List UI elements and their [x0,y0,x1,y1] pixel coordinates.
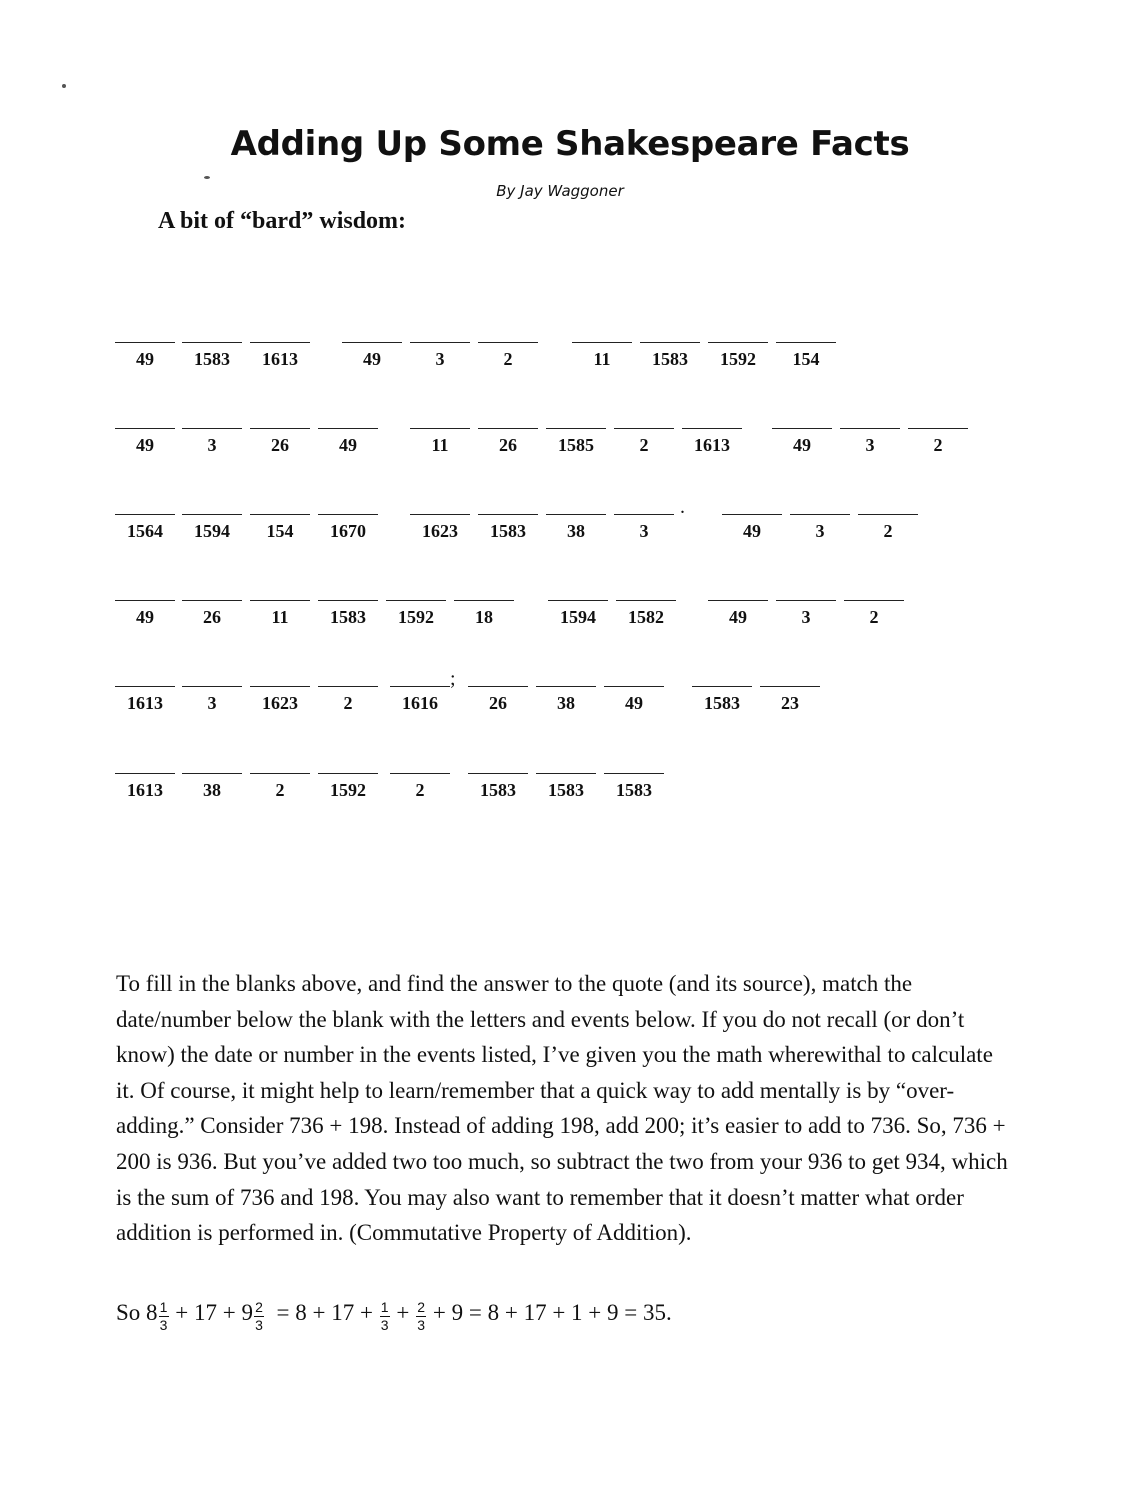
fraction [159,1300,169,1333]
fraction [380,1300,390,1333]
answer-blank[interactable] [840,428,900,429]
answer-blank[interactable] [722,514,782,515]
cipher-cell [536,686,596,714]
cipher-cell [250,428,310,456]
cipher-number: 3 [865,435,875,455]
answer-blank[interactable] [844,600,904,601]
cipher-cell [478,514,538,542]
answer-blank[interactable] [182,342,242,343]
cipher-number: 49 [136,349,154,369]
answer-blank[interactable] [182,600,242,601]
instructions-text: To fill in the blanks above, and find the answer to the quote (and its source), match the date/number below the blank with the letters and events below. If you do not recall (or don’t know) the date or number in the events listed, I’ve given you the math wherewithal to calculate it. Of course, it might help to learn/remember that a quick way to add mentally is by “over-adding.” Consider 736 + 198. Instead of adding 198, add 200; it’s easier to add to 736. So, 736 + 200 is 936. But you’ve added two too much, so subtract the two from your 936 to get 934, which is the sum of 736 and 198. You may also want to remember that it doesn’t matter what order addition is performed in. (Commutative Property of Addition). [116,971,1008,1246]
cipher-cell [318,773,378,801]
cipher-cell [572,342,632,370]
cipher-cell [614,428,674,456]
cipher-number: 38 [557,693,575,713]
cipher-number: 49 [743,521,761,541]
formula-part: So 8 [116,1299,158,1325]
answer-blank[interactable] [478,428,538,429]
answer-blank[interactable] [478,342,538,343]
cipher-cell [410,514,470,542]
answer-blank[interactable] [640,342,700,343]
page-title: Adding Up Some Shakespeare Facts [230,124,910,164]
answer-blank[interactable] [616,600,676,601]
answer-blank[interactable] [536,773,596,774]
cipher-number: 49 [363,349,381,369]
cipher-cell [478,428,538,456]
cipher-number: 1613 [127,780,163,800]
cipher-number: 49 [339,435,357,455]
fraction-numerator: 2 [417,1299,426,1315]
cipher-cell [182,514,242,542]
cipher-cell [708,342,768,370]
cipher-number: 1613 [262,349,298,369]
cipher-cell [548,600,608,628]
cipher-number: 1583 [490,521,526,541]
answer-blank[interactable] [390,686,450,687]
cipher-cell [776,600,836,628]
answer-blank[interactable] [572,342,632,343]
cipher-number: 1564 [127,521,163,541]
answer-blank[interactable] [342,342,402,343]
cipher-number: 1583 [480,780,516,800]
answer-blank[interactable] [536,686,596,687]
cipher-cell [454,600,514,628]
formula-part: = 8 + 17 + [265,1299,379,1325]
answer-blank[interactable] [115,686,175,687]
semicolon-mark: ; [450,668,456,690]
cipher-number: 11 [271,607,289,627]
cipher-cell [390,686,450,714]
cipher-number: 49 [136,435,154,455]
cipher-cell [115,514,175,542]
answer-blank[interactable] [318,514,378,515]
cipher-number: 3 [435,349,445,369]
cipher-number: 3 [207,693,217,713]
cipher-cell [536,773,596,801]
cipher-cell [182,686,242,714]
cipher-number: 2 [343,693,353,713]
cipher-cell [115,686,175,714]
fraction-denominator: 3 [255,1317,263,1333]
fraction-denominator: 3 [380,1317,389,1333]
formula-part: + 17 + 9 [169,1299,253,1325]
cipher-cell [250,773,310,801]
fraction [254,1300,264,1333]
cipher-cell [342,342,402,370]
answer-blank[interactable] [682,428,742,429]
cipher-number: 1583 [652,349,688,369]
answer-blank[interactable] [708,600,768,601]
period-mark: . [680,496,685,518]
cipher-number: 3 [207,435,217,455]
cipher-cell [790,514,850,542]
answer-blank[interactable] [250,514,310,515]
cipher-cell [468,773,528,801]
cipher-cell [386,600,446,628]
cipher-number: 49 [136,607,154,627]
cipher-number: 2 [503,349,513,369]
cipher-number: 1616 [402,693,438,713]
cipher-cell [722,514,782,542]
answer-blank[interactable] [250,773,310,774]
cipher-number: 2 [639,435,649,455]
cipher-number: 154 [792,349,820,369]
cipher-cell [115,428,175,456]
answer-blank[interactable] [604,773,664,774]
answer-blank[interactable] [410,514,470,515]
answer-blank[interactable] [182,686,242,687]
cipher-cell [182,428,242,456]
cipher-cell [250,600,310,628]
cipher-number: 1585 [558,435,594,455]
cipher-number: 1583 [548,780,584,800]
answer-blank[interactable] [250,342,310,343]
scan-speck [204,176,210,179]
answer-blank[interactable] [776,342,836,343]
scan-speck [62,84,66,88]
answer-blank[interactable] [390,773,450,774]
cipher-cell [708,600,768,628]
cipher-number: 1623 [422,521,458,541]
answer-blank[interactable] [858,514,918,515]
formula-part: + 9 = 8 + 17 + 1 + 9 = 35. [427,1299,672,1325]
cipher-number: 2 [415,780,425,800]
answer-blank[interactable] [115,342,175,343]
answer-blank[interactable] [548,600,608,601]
cipher-cell [318,428,378,456]
cipher-number: 154 [266,521,294,541]
cipher-number: 1613 [127,693,163,713]
answer-blank[interactable] [182,428,242,429]
answer-blank[interactable] [250,686,310,687]
cipher-cell [760,686,820,714]
cipher-cell [844,600,904,628]
cipher-cell [692,686,752,714]
cipher-cell [318,686,378,714]
fraction [416,1300,426,1333]
cipher-cell [772,428,832,456]
cipher-cell [182,600,242,628]
answer-blank[interactable] [692,686,752,687]
cipher-cell [614,514,674,542]
author-byline: By Jay Waggoner [496,182,624,200]
cipher-number: 38 [567,521,585,541]
cipher-number: 49 [793,435,811,455]
answer-blank[interactable] [454,600,514,601]
answer-blank[interactable] [604,686,664,687]
answer-blank[interactable] [318,600,378,601]
answer-blank[interactable] [115,514,175,515]
answer-blank[interactable] [115,428,175,429]
cipher-number: 23 [781,693,799,713]
cipher-number: 1594 [560,607,596,627]
answer-blank[interactable] [318,686,378,687]
cipher-cell [115,600,175,628]
cipher-number: 1582 [628,607,664,627]
cipher-cell [682,428,742,456]
answer-blank[interactable] [250,600,310,601]
answer-blank[interactable] [318,773,378,774]
cipher-number: 1670 [330,521,366,541]
answer-blank[interactable] [250,428,310,429]
cipher-number: 18 [475,607,493,627]
answer-blank[interactable] [386,600,446,601]
section-subheading: A bit of “bard” wisdom: [158,208,407,234]
fraction-numerator: 1 [380,1299,389,1315]
cipher-cell [390,773,450,801]
cipher-cell [410,342,470,370]
cipher-number: 3 [815,521,825,541]
cipher-cell [478,342,538,370]
cipher-cell [776,342,836,370]
fraction-numerator: 2 [255,1299,263,1315]
cipher-number: 38 [203,780,221,800]
cipher-cell [858,514,918,542]
cipher-cell [410,428,470,456]
cipher-cell [250,686,310,714]
answer-blank[interactable] [182,773,242,774]
answer-blank[interactable] [478,514,538,515]
cipher-cell [616,600,676,628]
cipher-number: 26 [499,435,517,455]
cipher-number: 1623 [262,693,298,713]
cipher-cell [908,428,968,456]
cipher-cell [468,686,528,714]
cipher-cell [604,773,664,801]
cipher-number: 2 [869,607,879,627]
cipher-number: 1592 [720,349,756,369]
example-formula [116,1296,672,1333]
cipher-number: 1594 [194,521,230,541]
cipher-cell [318,514,378,542]
answer-blank[interactable] [614,428,674,429]
cipher-number: 49 [729,607,747,627]
cipher-number: 3 [801,607,811,627]
answer-blank[interactable] [468,773,528,774]
cipher-number: 26 [489,693,507,713]
answer-blank[interactable] [115,773,175,774]
cipher-number: 11 [593,349,611,369]
answer-blank[interactable] [772,428,832,429]
answer-blank[interactable] [182,514,242,515]
answer-blank[interactable] [614,514,674,515]
cipher-number: 1583 [616,780,652,800]
cipher-cell [115,342,175,370]
answer-blank[interactable] [908,428,968,429]
answer-blank[interactable] [468,686,528,687]
cipher-cell [182,773,242,801]
cipher-number: 2 [933,435,943,455]
cipher-cell [115,773,175,801]
answer-blank[interactable] [760,686,820,687]
fraction-denominator: 3 [417,1317,426,1333]
cipher-number: 1592 [398,607,434,627]
cipher-cell [640,342,700,370]
cipher-number: 1583 [330,607,366,627]
cipher-cell [546,514,606,542]
cipher-number: 49 [625,693,643,713]
answer-blank[interactable] [410,428,470,429]
answer-blank[interactable] [546,428,606,429]
cipher-number: 1613 [694,435,730,455]
answer-blank[interactable] [115,600,175,601]
cipher-cell [840,428,900,456]
cipher-number: 1583 [194,349,230,369]
cipher-cell [318,600,378,628]
cipher-number: 3 [639,521,649,541]
cipher-number: 11 [431,435,449,455]
answer-blank[interactable] [318,428,378,429]
cipher-cell [604,686,664,714]
cipher-cell [182,342,242,370]
answer-blank[interactable] [776,600,836,601]
formula-part: + [390,1299,416,1325]
cipher-cell [546,428,606,456]
cipher-number: 26 [203,607,221,627]
cipher-number: 1592 [330,780,366,800]
cipher-number: 26 [271,435,289,455]
cipher-number: 1583 [704,693,740,713]
answer-blank[interactable] [546,514,606,515]
answer-blank[interactable] [410,342,470,343]
cipher-cell [250,342,310,370]
answer-blank[interactable] [708,342,768,343]
cipher-cell [250,514,310,542]
cipher-number: 2 [275,780,285,800]
cipher-number: 2 [883,521,893,541]
fraction-numerator: 1 [159,1299,168,1315]
instructions-paragraph [116,966,1016,1251]
fraction-denominator: 3 [159,1317,168,1333]
answer-blank[interactable] [790,514,850,515]
